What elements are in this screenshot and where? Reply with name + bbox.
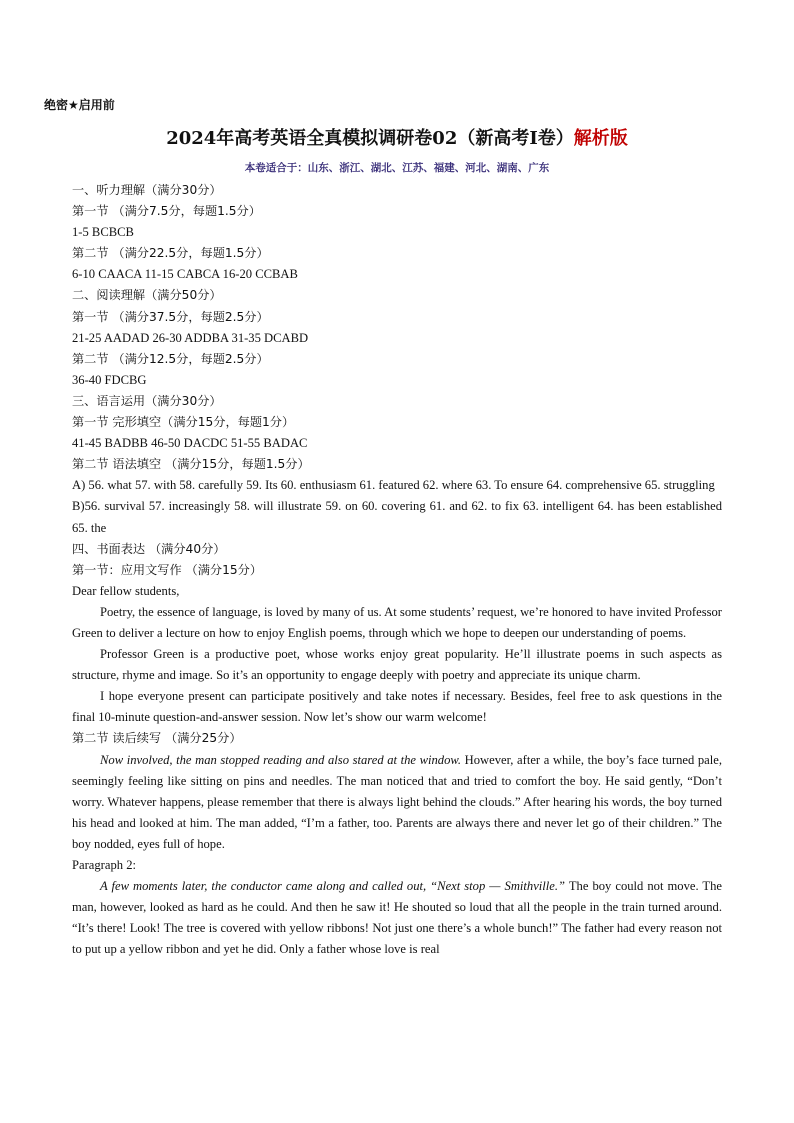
- letter-paragraph: I hope everyone present can participate positively and take notes if necessary. Besides, feel free to ask questions in the final 10-minute question-and-answer session. Now let’s show our warm welcome!: [72, 689, 722, 725]
- continuation-paragraph: [72, 876, 722, 960]
- part-title: 第二节 （满分12.5分，每题2.5分）: [72, 351, 269, 366]
- answer-line: 21-25 AADAD 26-30 ADDBA 31-35 DCABD: [72, 330, 309, 345]
- part-title: 第一节 （满分37.5分，每题2.5分）: [72, 309, 269, 324]
- section-title: 三、语言运用（满分30分）: [72, 393, 222, 408]
- part-title: 第一节：应用文写作 （满分15分）: [72, 562, 263, 577]
- paragraph-label: Paragraph 2:: [72, 858, 136, 872]
- part-title: 第二节 语法填空 （满分15分，每题1.5分）: [72, 457, 310, 472]
- letter-paragraph: Professor Green is a productive poet, whose works enjoy great popularity. He’ll illustrate poems in such aspects as structure, rhyme and image. So it’s an opportunity to engage deeply with poetry and appreciate its unique charm.: [72, 647, 722, 683]
- given-sentence: Now involved, the man stopped reading and also stared at the window.: [100, 752, 462, 767]
- section-title: 二、阅读理解（满分50分）: [72, 288, 222, 303]
- answer-line: 1-5 BCBCB: [72, 225, 134, 240]
- document-body: [72, 180, 722, 960]
- part-title: 第二节 读后续写 （满分25分）: [72, 731, 242, 746]
- given-sentence: A few moments later, the conductor came along and called out, “Next stop — Smithville.”: [100, 879, 566, 894]
- page-title: [0, 124, 794, 150]
- title-tag: 解析版: [573, 128, 628, 149]
- part-title: 第一节 （满分7.5分，每题1.5分）: [72, 204, 261, 219]
- continuation-paragraph: [72, 750, 722, 855]
- continuation-text: The boy could not move. The man, however, looked as hard as he could. And then he saw it! He shouted so loud that all the people in the train turned around. “It’s there! Look! The tree is covered with yellow ribbons! Not just one there’s a whole bunch!” The father had every reason not to put up a yellow ribbon and yet he did. Only a father whose love is real: [72, 879, 723, 957]
- section-title: 一、听力理解（满分30分）: [72, 183, 222, 197]
- grammar-answers-b: B)56. survival 57. increasingly 58. will illustrate 59. on 60. covering 61. and 62. to fix 63. intelligent 64. has been established 65. the: [72, 499, 722, 535]
- part-title: 第二节 （满分22.5分，每题1.5分）: [72, 246, 269, 261]
- answer-line: 6-10 CAACA 11-15 CABCA 16-20 CCBAB: [72, 267, 298, 282]
- applicable-regions: 本卷适合于：山东、浙江、湖北、江苏、福建、河北、湖南、广东: [244, 162, 550, 174]
- secret-mark: 绝密★启用前: [44, 98, 115, 112]
- grammar-answers-a: A) 56. what 57. with 58. carefully 59. Its 60. enthusiasm 61. featured 62. where 63. To ensure 64. comprehensive 65. struggling: [72, 478, 715, 493]
- title-main: 2024年高考英语全真模拟调研卷02（新高考I卷）: [166, 128, 574, 149]
- letter-paragraph: Poetry, the essence of language, is loved by many of us. At some students’ request, we’re honored to have invited Professor Green to deliver a lecture on how to enjoy English poems, through which we hope to deepen our understanding of poems.: [72, 604, 722, 640]
- letter-greeting: Dear fellow students,: [72, 583, 180, 598]
- continuation-text: However, after a while, the boy’s face turned pale, seemingly feeling like sitting on pins and needles. The man noticed that and tried to comfort the boy. He said gently, “Don’t worry. Whatever happens, please remember that there is always light behind the clouds.” After hearing his words, the boy turned his head and looked at him. The man added, “I’m a father, too. Parents are always there and never let go of their children.” The boy nodded, eyes full of hope.: [72, 752, 723, 851]
- part-title: 第一节 完形填空（满分15分，每题1分）: [72, 415, 295, 430]
- section-title: 四、书面表达 （满分40分）: [72, 541, 226, 556]
- answer-line: 36-40 FDCBG: [72, 372, 147, 387]
- answer-line: 41-45 BADBB 46-50 DACDC 51-55 BADAC: [72, 436, 308, 451]
